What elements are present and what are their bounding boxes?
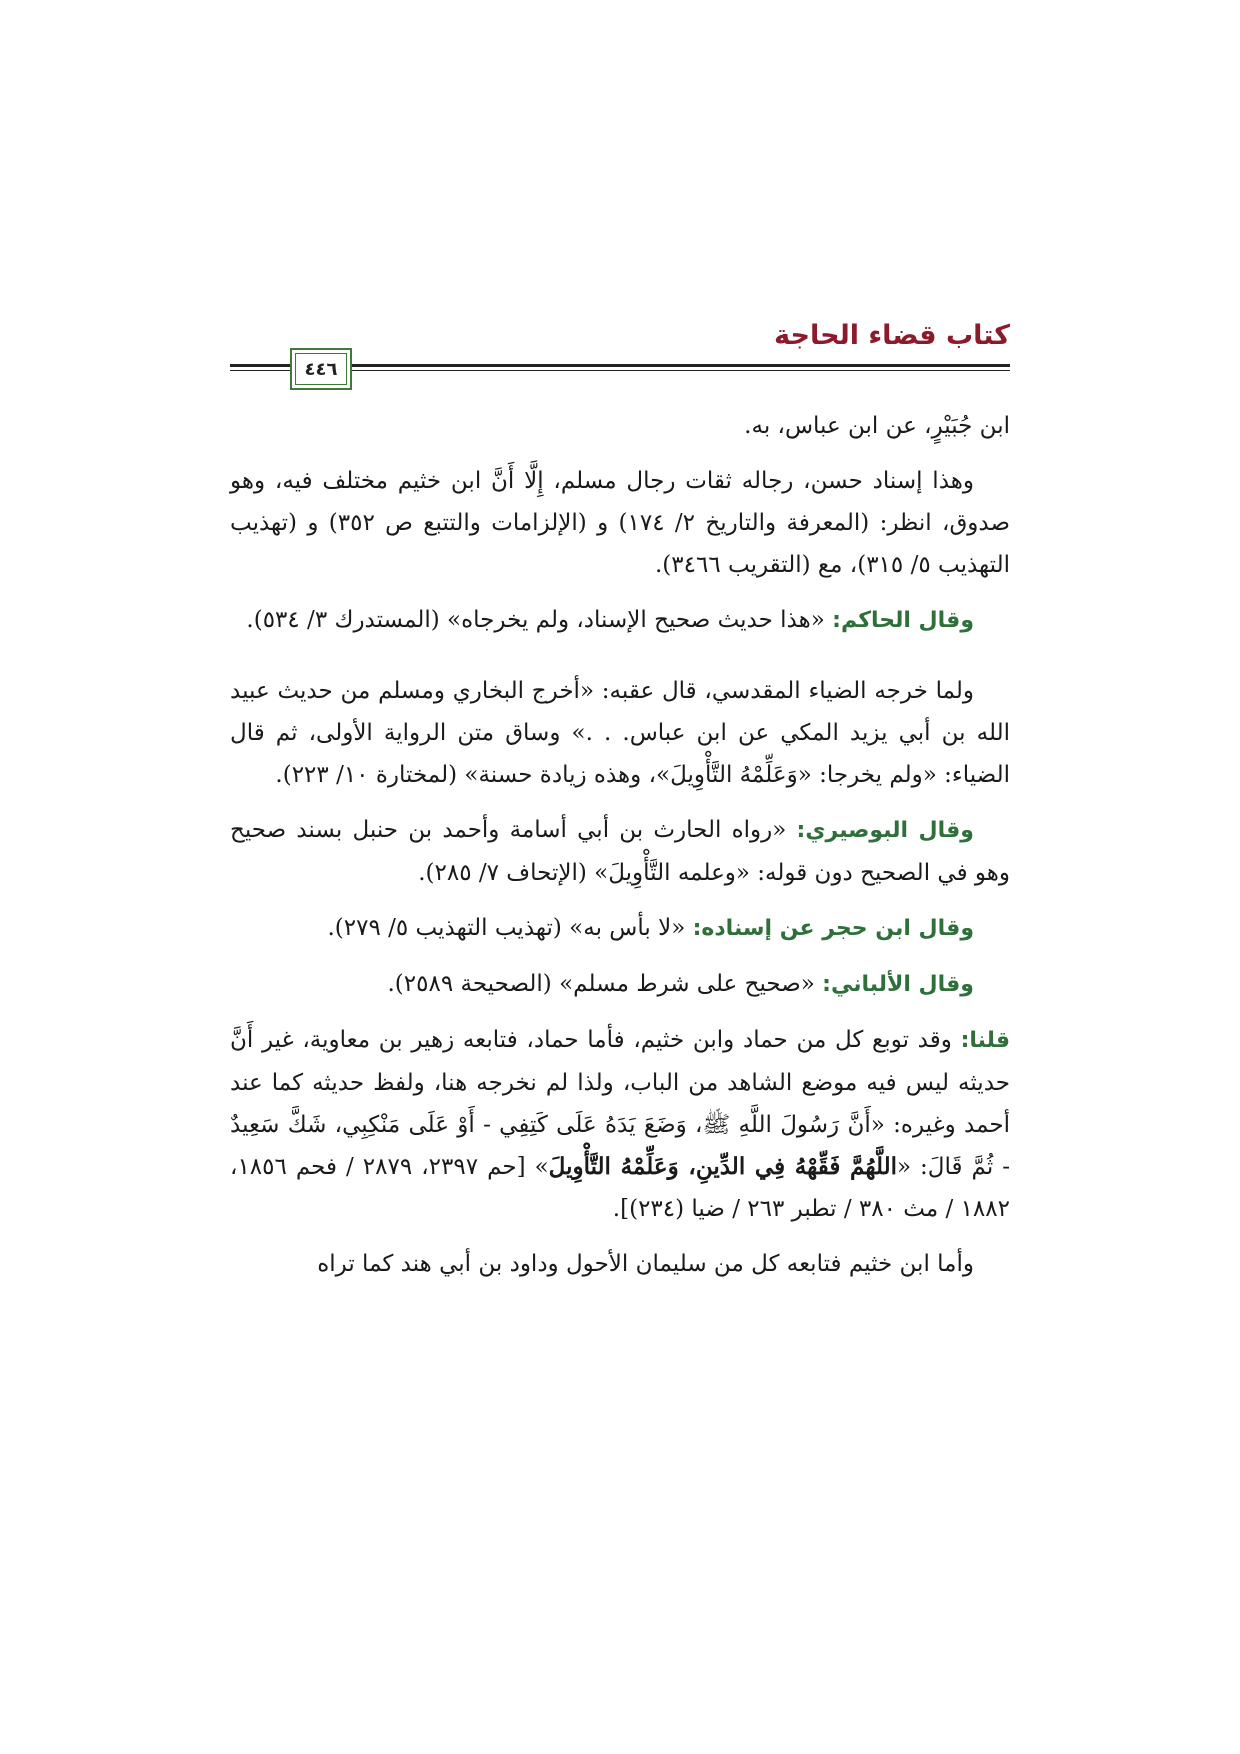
speaker-label: وقال البوصيري:	[796, 818, 974, 843]
page-body	[230, 405, 1010, 1298]
paragraph-9: وأما ابن خثيم فتابعه كل من سليمان الأحول وداود بن أبي هند كما تراه	[317, 1251, 974, 1277]
paragraph-2: وهذا إسناد حسن، رجاله ثقات رجال مسلم، إِلَّا أَنَّ ابن خثيم مختلف فيه، وهو صدوق، انظر: (المعرفة والتاريخ ٢/ ١٧٤) و (الإلزامات والتتبع ص ٣٥٢) و (تهذيب التهذيب ٥/ ٣١٥)، مع (التقريب ٣٤٦٦).	[230, 468, 1010, 578]
page-header	[230, 320, 1010, 390]
body-text: وقد توبع كل من حماد وابن خثيم، فأما حماد، فتابعه زهير بن معاوية، غير أَنَّ حديثه ليس فيه موضع الشاهد من الباب، ولذا لم نخرجه هنا، ولفظ حديثه كما عند أحمد وغيره: «أَنَّ رَسُولَ اللَّهِ ﷺ، وَضَعَ يَدَهُ عَلَى كَتِفِي - أَوْ عَلَى مَنْكِبِي، شَكَّ سَعِيدٌ - ثُمَّ قَالَ: «	[230, 1027, 1010, 1180]
paragraph-1: ابن جُبَيْرٍ، عن ابن عباس، به.	[744, 413, 1010, 439]
paragraph-4: ولما خرجه الضياء المقدسي، قال عقبه: «أخرج البخاري ومسلم من حديث عبيد الله بن أبي يزيد المكي عن ابن عباس. . .» وساق متن الرواية الأولى، ثم قال الضياء: «ولم يخرجا: «وَعَلِّمْهُ التَّأْوِيلَ»، وهذه زيادة حسنة» (لمختارة ١٠/ ٢٢٣).	[230, 678, 1010, 788]
quote-text: «صحيح على شرط مسلم» (الصحيحة ٢٥٨٩).	[387, 971, 823, 997]
speaker-label: وقال ابن حجر عن إسناده:	[692, 916, 974, 941]
paragraph-7	[230, 963, 1010, 1006]
paragraph-8	[230, 1019, 1010, 1230]
quote-text: «لا بأس به» (تهذيب التهذيب ٥/ ٢٧٩).	[327, 915, 693, 941]
page-number-badge	[290, 348, 352, 390]
book-title: كتاب قضاء الحاجة	[774, 320, 1010, 351]
document-page	[230, 300, 1010, 1660]
paragraph-6	[230, 907, 1010, 950]
quote-text: «هذا حديث صحيح الإسناد، ولم يخرجاه» (المستدرك ٣/ ٥٣٤).	[246, 607, 833, 633]
speaker-label: وقال الألباني:	[822, 972, 974, 997]
hadith-bold-text: اللَّهُمَّ فَقِّهْهُ فِي الدِّينِ، وَعَلِّمْهُ التَّأْوِيلَ	[548, 1153, 897, 1180]
paragraph-5	[230, 809, 1010, 894]
quote-text: «رواه الحارث بن أبي أسامة وأحمد بن حنبل بسند صحيح وهو في الصحيح دون قوله: «وعلمه التَّأْوِيلَ» (الإتحاف ٧/ ٢٨٥).	[230, 817, 1010, 886]
page-number: ٤٤٦	[304, 358, 338, 380]
paragraph-3	[230, 599, 1010, 642]
speaker-label: وقال الحاكم:	[832, 608, 974, 633]
speaker-label: قلنا:	[960, 1028, 1010, 1053]
citation-text: » [حم ٢٣٩٧، ٢٨٧٩ / فحم ١٨٥٦، ١٨٨٢ / مث ٣٨٠ / تطبر ٢٦٣ / ضيا (٢٣٤)].	[230, 1154, 1010, 1222]
